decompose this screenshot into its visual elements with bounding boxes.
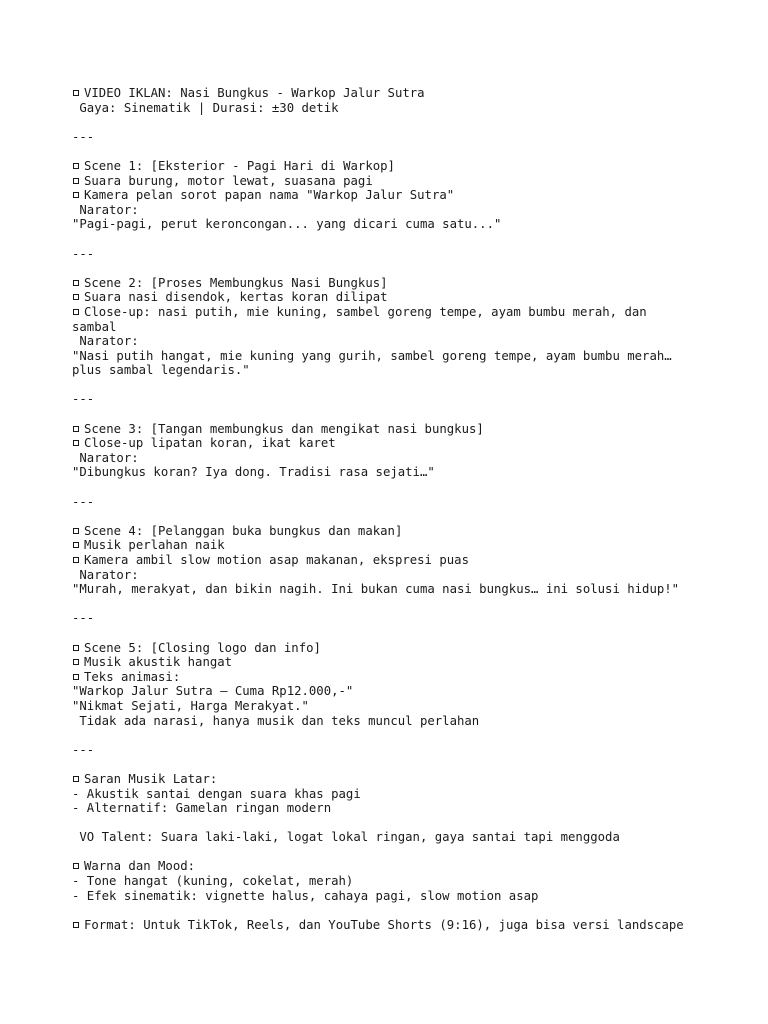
- scene-2-heading: Scene 2: [Proses Membungkus Nasi Bungkus]: [84, 275, 388, 290]
- box-bullet-icon: [73, 528, 79, 534]
- scene-2-narration-line-2: plus sambal legendaris.": [72, 363, 250, 378]
- box-bullet-icon: [73, 440, 79, 446]
- scene-5-music: Musik akustik hangat: [84, 655, 233, 670]
- scene-1-heading-line: [72, 159, 712, 174]
- scene-1-sfx: Suara burung, motor lewat, suasana pagi: [84, 173, 373, 188]
- script-title: VIDEO IKLAN: Nasi Bungkus - Warkop Jalur Sutra: [84, 86, 425, 100]
- scene-5-heading-line: [72, 641, 712, 656]
- box-bullet-icon: [73, 674, 79, 680]
- box-bullet-icon: [73, 776, 79, 782]
- box-bullet-icon: [73, 922, 79, 928]
- scene-4-heading-line: [72, 524, 712, 539]
- scene-4-narration: "Murah, merakyat, dan bikin nagih. Ini bukan cuma nasi bungkus… ini solusi hidup!": [72, 582, 680, 597]
- music-suggestion-heading-line: [72, 772, 712, 787]
- scene-4-camera: Kamera ambil slow motion asap makanan, ekspresi puas: [84, 553, 469, 567]
- box-bullet-icon: [73, 90, 79, 96]
- scene-1-camera-line: [72, 188, 712, 203]
- scene-2-closeup: Close-up: nasi putih, mie kuning, sambel goreng tempe, ayam bumbu merah, dan: [84, 304, 647, 319]
- vo-talent: VO Talent: Suara laki-laki, logat lokal ringan, gaya santai tapi menggoda: [72, 830, 620, 845]
- scene-5-music-line: [72, 655, 712, 670]
- scene-2-narator-label: Narator:: [72, 334, 139, 349]
- scene-3-heading: Scene 3: [Tangan membungkus dan mengikat nasi bungkus]: [84, 421, 484, 436]
- box-bullet-icon: [73, 645, 79, 651]
- separator: ---: [72, 392, 95, 407]
- scene-5-text-label-line: [72, 670, 712, 685]
- script-title-line: [72, 86, 712, 101]
- scene-2-narration-line-1: "Nasi putih hangat, mie kuning yang gurih, sambel goreng tempe, ayam bumbu merah…: [72, 348, 672, 363]
- box-bullet-icon: [73, 294, 79, 300]
- box-bullet-icon: [73, 192, 79, 198]
- script-subtitle: Gaya: Sinematik | Durasi: ±30 detik: [72, 100, 339, 115]
- ad-script-document: [72, 86, 712, 932]
- scene-4-music-line: [72, 538, 712, 553]
- music-suggestion-item: - Alternatif: Gamelan ringan modern: [72, 801, 332, 816]
- separator: ---: [72, 742, 95, 757]
- scene-3-narration: "Dibungkus koran? Iya dong. Tradisi rasa sejati…": [72, 465, 435, 480]
- scene-1-camera: Kamera pelan sorot papan nama "Warkop Jalur Sutra": [84, 188, 455, 203]
- scene-5-heading: Scene 5: [Closing logo dan info]: [84, 640, 321, 655]
- scene-1-heading: Scene 1: [Eksterior - Pagi Hari di Warkop]: [84, 158, 395, 173]
- music-suggestion-heading: Saran Musik Latar:: [84, 771, 218, 786]
- format-line: [72, 918, 712, 933]
- separator: ---: [72, 611, 95, 626]
- scene-1-narator-label: Narator:: [72, 202, 139, 217]
- scene-5-text-1: "Warkop Jalur Sutra – Cuma Rp12.000,-": [72, 684, 354, 699]
- separator: ---: [72, 494, 95, 509]
- scene-3-heading-line: [72, 422, 712, 437]
- scene-2-heading-line: [72, 276, 712, 291]
- scene-4-camera-line: [72, 553, 712, 568]
- scene-2-closeup-line: [72, 305, 712, 320]
- format-text: Format: Untuk TikTok, Reels, dan YouTube Shorts (9:16), juga bisa versi landscape: [84, 917, 684, 932]
- scene-2-sfx-line: [72, 290, 712, 305]
- scene-4-heading: Scene 4: [Pelanggan buka bungkus dan makan]: [84, 523, 403, 538]
- box-bullet-icon: [73, 863, 79, 869]
- scene-3-narator-label: Narator:: [72, 450, 139, 465]
- mood-item: - Tone hangat (kuning, cokelat, merah): [72, 874, 354, 889]
- box-bullet-icon: [73, 659, 79, 665]
- box-bullet-icon: [73, 426, 79, 432]
- mood-heading: Warna dan Mood:: [84, 859, 196, 874]
- box-bullet-icon: [73, 163, 79, 169]
- separator: ---: [72, 129, 95, 144]
- scene-4-music: Musik perlahan naik: [84, 538, 225, 553]
- scene-3-closeup: Close-up lipatan koran, ikat karet: [84, 436, 336, 451]
- box-bullet-icon: [73, 557, 79, 563]
- scene-5-text-label: Teks animasi:: [84, 669, 181, 684]
- scene-2-closeup-continued: sambal: [72, 319, 117, 334]
- scene-4-narator-label: Narator:: [72, 567, 139, 582]
- scene-3-closeup-line: [72, 436, 712, 451]
- box-bullet-icon: [73, 178, 79, 184]
- music-suggestion-item: - Akustik santai dengan suara khas pagi: [72, 786, 361, 801]
- scene-2-sfx: Suara nasi disendok, kertas koran dilipat: [84, 290, 388, 305]
- mood-heading-line: [72, 859, 712, 874]
- box-bullet-icon: [73, 309, 79, 315]
- scene-5-note: Tidak ada narasi, hanya musik dan teks muncul perlahan: [72, 713, 480, 728]
- mood-item: - Efek sinematik: vignette halus, cahaya pagi, slow motion asap: [72, 888, 539, 903]
- box-bullet-icon: [73, 542, 79, 548]
- scene-1-sfx-line: [72, 174, 712, 189]
- scene-5-text-2: "Nikmat Sejati, Harga Merakyat.": [72, 698, 309, 713]
- scene-1-narration: "Pagi-pagi, perut keroncongan... yang dicari cuma satu...": [72, 217, 502, 232]
- separator: ---: [72, 246, 95, 261]
- box-bullet-icon: [73, 280, 79, 286]
